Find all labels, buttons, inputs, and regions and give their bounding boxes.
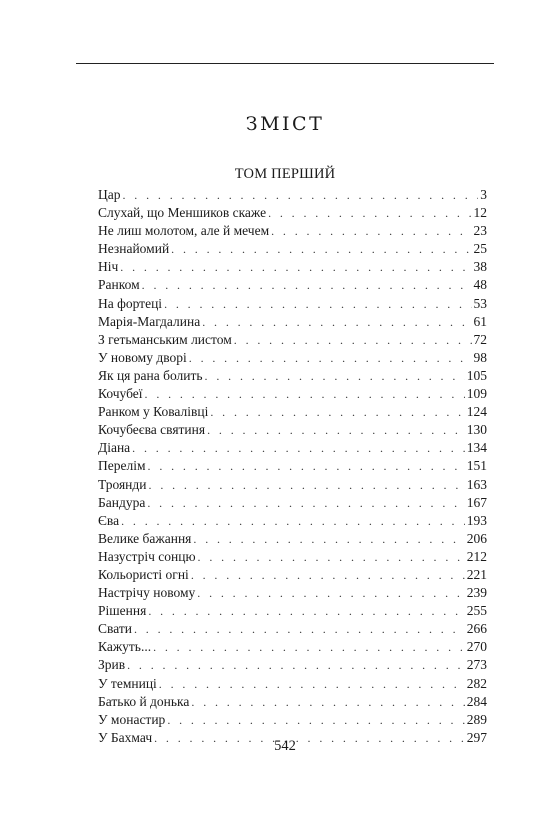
toc-entry-page: 282 <box>466 675 487 691</box>
toc-entry-page: 48 <box>473 277 487 293</box>
toc-entry-title: Кочубеї <box>98 386 143 402</box>
toc-entry-page: 273 <box>466 657 487 673</box>
table-of-contents <box>98 186 487 747</box>
toc-entry <box>98 276 487 294</box>
toc-entry-title: Рішення <box>98 603 147 619</box>
toc-leader-dots <box>159 675 465 693</box>
toc-entry-title: Велике бажання <box>98 530 192 546</box>
toc-entry <box>98 620 487 638</box>
toc-entry-page: 163 <box>466 476 487 492</box>
toc-entry-title: У Бахмач <box>98 729 153 745</box>
toc-entry-page: 255 <box>466 603 487 619</box>
toc-entry <box>98 476 487 494</box>
toc-leader-dots <box>148 602 464 620</box>
toc-entry <box>98 240 487 258</box>
toc-leader-dots <box>167 711 464 729</box>
toc-entry-title: Свати <box>98 621 132 637</box>
toc-entry-title: Ранком <box>98 277 140 293</box>
toc-leader-dots <box>147 494 464 512</box>
toc-entry-title: Троянди <box>98 476 147 492</box>
toc-entry <box>98 693 487 711</box>
toc-leader-dots <box>145 385 465 403</box>
toc-entry <box>98 313 487 331</box>
toc-entry-page: 109 <box>466 386 487 402</box>
toc-entry <box>98 295 487 313</box>
toc-leader-dots <box>193 530 464 548</box>
toc-entry <box>98 638 487 656</box>
toc-entry <box>98 439 487 457</box>
toc-entry <box>98 566 487 584</box>
toc-entry <box>98 186 487 204</box>
toc-entry-title: Марія-Магдалина <box>98 313 201 329</box>
toc-entry-title: Бандура <box>98 494 146 510</box>
toc-entry-page: 61 <box>473 313 487 329</box>
toc-entry <box>98 711 487 729</box>
toc-entry-page: 38 <box>473 259 487 275</box>
toc-leader-dots <box>191 566 465 584</box>
toc-entry <box>98 403 487 421</box>
toc-leader-dots <box>142 276 472 294</box>
toc-leader-dots <box>148 457 465 475</box>
toc-leader-dots <box>121 512 465 530</box>
toc-entry-page: 12 <box>473 205 487 221</box>
volume-title: ТОМ ПЕРШИЙ <box>234 166 336 182</box>
toc-entry-title: У монастир <box>98 711 166 727</box>
toc-entry-page: 105 <box>466 367 487 383</box>
toc-entry-page: 130 <box>466 422 487 438</box>
toc-entry <box>98 602 487 620</box>
toc-entry-page: 167 <box>466 494 487 510</box>
toc-leader-dots <box>191 693 464 711</box>
toc-entry-title: Зрив <box>98 657 126 673</box>
toc-entry <box>98 675 487 693</box>
toc-entry-page: 53 <box>473 295 487 311</box>
toc-leader-dots <box>210 403 464 421</box>
top-rule <box>76 63 494 64</box>
toc-entry-title: Не лиш молотом, але й мечем <box>98 223 270 239</box>
toc-leader-dots <box>198 548 465 566</box>
toc-entry-page: 289 <box>466 711 487 727</box>
toc-entry-page: 212 <box>466 548 487 564</box>
toc-leader-dots <box>197 584 464 602</box>
toc-entry-page: 284 <box>466 693 487 709</box>
toc-entry-page: 134 <box>466 440 487 456</box>
toc-leader-dots <box>134 620 465 638</box>
toc-entry-title: Єва <box>98 512 120 528</box>
toc-entry-page: 221 <box>466 566 487 582</box>
toc-leader-dots <box>205 367 465 385</box>
toc-entry-page: 98 <box>473 349 487 365</box>
toc-entry-page: 151 <box>466 458 487 474</box>
toc-entry <box>98 512 487 530</box>
toc-entry <box>98 385 487 403</box>
toc-entry <box>98 222 487 240</box>
toc-leader-dots <box>234 331 472 349</box>
toc-entry-title: Назустріч сонцю <box>98 548 196 564</box>
toc-leader-dots <box>123 186 479 204</box>
toc-entry <box>98 204 487 222</box>
toc-leader-dots <box>202 313 471 331</box>
toc-leader-dots <box>149 476 465 494</box>
toc-entry <box>98 331 487 349</box>
page-title: ЗМІСТ <box>245 113 325 135</box>
toc-entry-title: Цар <box>98 187 121 202</box>
toc-leader-dots <box>189 349 472 367</box>
toc-entry <box>98 349 487 367</box>
toc-entry-title: Слухай, що Меншиков скаже <box>98 205 267 221</box>
toc-leader-dots <box>164 295 471 313</box>
toc-leader-dots <box>171 240 471 258</box>
toc-leader-dots <box>132 439 465 457</box>
toc-entry-title: У новому дворі <box>98 349 187 365</box>
toc-entry <box>98 421 487 439</box>
toc-leader-dots <box>268 204 471 222</box>
toc-entry <box>98 530 487 548</box>
toc-entry-page: 3 <box>480 187 487 202</box>
toc-entry-title: Як ця рана болить <box>98 367 203 383</box>
toc-entry <box>98 584 487 602</box>
toc-entry <box>98 548 487 566</box>
toc-entry-title: Незнайомий <box>98 241 170 257</box>
toc-entry-title: Ніч <box>98 259 119 275</box>
toc-entry-page: 297 <box>466 729 487 745</box>
toc-entry-title: Ранком у Ковалівці <box>98 404 209 420</box>
toc-entry-title: Настрічу новому <box>98 585 196 601</box>
toc-entry <box>98 258 487 276</box>
toc-entry-title: Кочубеєва святиня <box>98 422 206 438</box>
toc-entry <box>98 457 487 475</box>
toc-entry-title: На фортеці <box>98 295 163 311</box>
toc-entry-title: Батько й донька <box>98 693 190 709</box>
toc-entry-title: Кольористі огні <box>98 566 189 582</box>
toc-entry <box>98 367 487 385</box>
toc-entry-page: 206 <box>466 530 487 546</box>
toc-entry-title: Кажуть... <box>98 639 152 655</box>
toc-leader-dots <box>271 222 471 240</box>
toc-entry-title: З гетьманським листом <box>98 331 232 347</box>
toc-entry-title: У темниці <box>98 675 157 691</box>
toc-entry <box>98 494 487 512</box>
toc-entry-title: Перелім <box>98 458 146 474</box>
toc-entry-page: 239 <box>466 585 487 601</box>
toc-entry-page: 193 <box>466 512 487 528</box>
toc-entry-page: 23 <box>473 223 487 239</box>
toc-entry-page: 124 <box>466 404 487 420</box>
toc-entry-page: 72 <box>473 331 487 347</box>
toc-leader-dots <box>120 258 471 276</box>
toc-entry-page: 25 <box>473 241 487 257</box>
toc-entry-page: 270 <box>466 639 487 655</box>
toc-leader-dots <box>127 656 465 674</box>
toc-entry <box>98 656 487 674</box>
toc-entry-page: 266 <box>466 621 487 637</box>
toc-leader-dots <box>153 638 465 656</box>
page-number: 542 <box>274 738 296 754</box>
toc-entry-title: Діана <box>98 440 131 456</box>
toc-leader-dots <box>207 421 465 439</box>
